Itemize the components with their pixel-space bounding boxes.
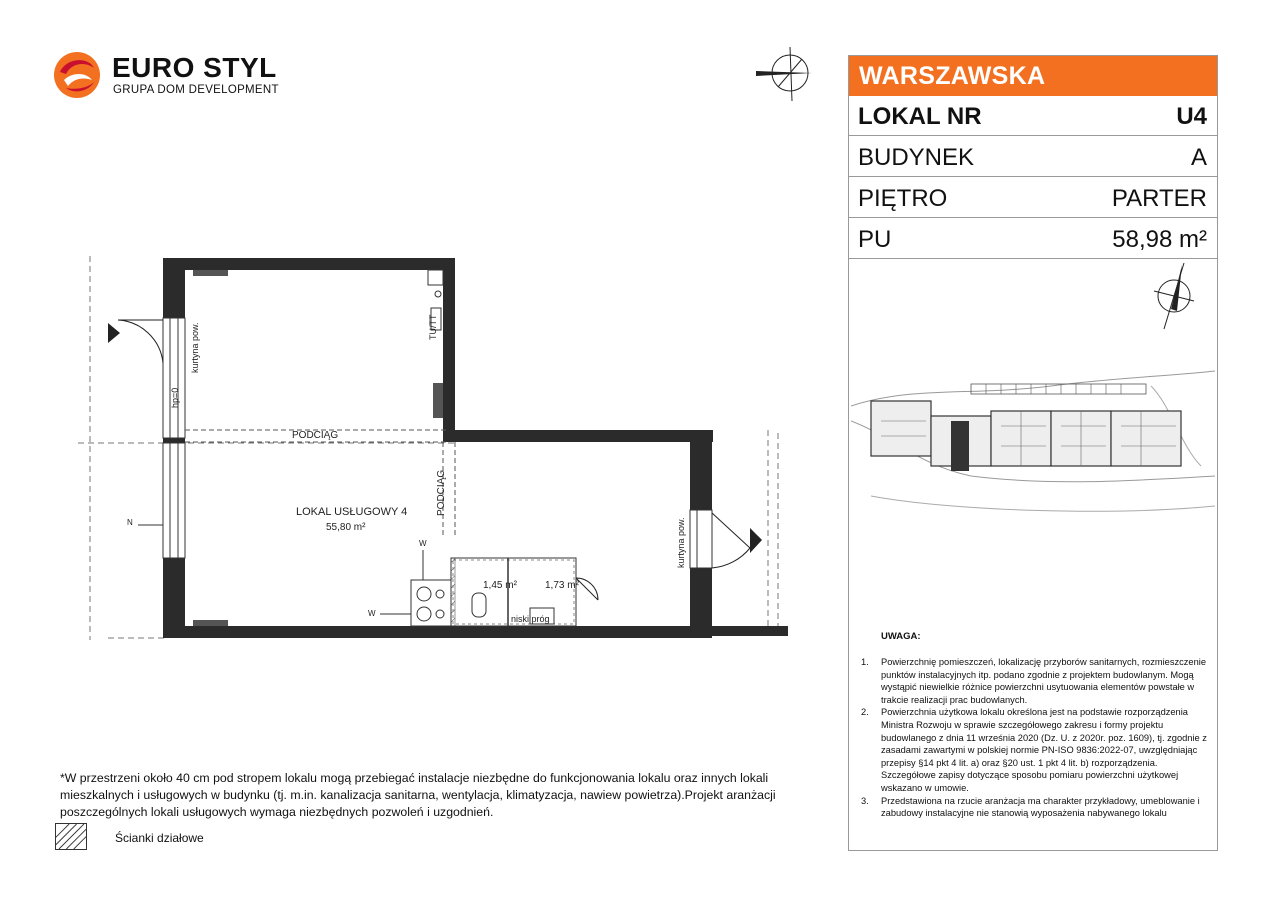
- note-number: 2.: [861, 707, 869, 718]
- note-number: 3.: [861, 795, 869, 806]
- floor-label: PIĘTRO: [858, 185, 948, 212]
- euro-styl-logo-icon: [52, 50, 102, 100]
- row-floor: [849, 178, 1217, 218]
- hatch-pattern-icon: [55, 823, 87, 850]
- hp-label: hp=0: [170, 387, 180, 408]
- row-area: [849, 219, 1217, 259]
- logo: [52, 50, 282, 102]
- north-label: N: [127, 518, 133, 527]
- notes-title: UWAGA:: [881, 631, 921, 642]
- floor-plan-drawing: [78, 248, 798, 648]
- podciag-label-vertical: PODCIĄG: [436, 469, 447, 516]
- installation-footnote: *W przestrzeni około 40 cm pod stropem lokalu mogą przebiegać instalacje niezbędne do funkcjonowania lokalu oraz innych lokali mieszkalnych i usługowych w budynku (tj. m.in. kanalizacja sanitarna, wentylacja, klimatyzacja, nawiew powietrza).Projekt aranżacji poszczególnych lokali usługowych wymaga niezbędnych pozwoleń i uzgodnień.: [60, 771, 776, 819]
- info-panel: [848, 55, 1218, 851]
- building-value: A: [1190, 144, 1207, 171]
- room-name: LOKAL USŁUGOWY 4: [296, 506, 408, 518]
- row-building: [849, 137, 1217, 177]
- compass-icon: [1149, 261, 1199, 331]
- compass-icon: [752, 45, 827, 103]
- water-label-top: W: [419, 539, 427, 548]
- notes-section: [861, 631, 1211, 820]
- note-item: [861, 656, 1211, 706]
- brand-subtitle: GRUPA DOM DEVELOPMENT: [113, 84, 279, 96]
- water-label-left: W: [368, 609, 376, 618]
- note-text: Powierzchnia użytkowa lokalu określona jest na podstawie rozporządzenia Ministra Rozwoju w sprawie szczegółowego zakresu i formy projektu budowlanego z dnia 11 września 2020 (Dz. U. z 2020r. poz. 1609), tj. zgodnie z zasadami zawartymi w polskiej normie PN-ISO 9836:2022-07, uwzględniając przepisy §14 pkt 4 lit. a) oraz §20 ust. 1 pkt 4 lit. b) rozporządzenia. Szczegółowe zapisy dotyczące sposobu pomiaru powierzchni użytkowej wskazano w umowie.: [881, 707, 1207, 793]
- unit-number-value: U4: [1176, 103, 1207, 130]
- investment-name: WARSZAWSKA: [859, 62, 1046, 90]
- curtain-label-right: kurtyna pow.: [676, 517, 686, 568]
- vestibule-area: 1,73 m²: [545, 580, 579, 591]
- site-plan-map: [851, 366, 1215, 526]
- area-label: PU: [858, 226, 892, 253]
- podciag-label-horizontal: PODCIĄG: [292, 430, 339, 441]
- legend-label: Ścianki działowe: [115, 831, 204, 845]
- note-number: 1.: [861, 657, 869, 667]
- panel-header: [849, 56, 1217, 96]
- low-threshold-label: niski próg: [511, 614, 550, 624]
- floor-plan: [78, 248, 798, 648]
- unit-number-label: LOKAL NR: [858, 103, 982, 130]
- note-text: Powierzchnię pomieszczeń, lokalizację przyborów sanitarnych, rozmieszczenie punktów instalacyjnych itp. podano zgodnie z projektem budowlanym. Mogą wystąpić niewielkie różnice powierzchni usytuowania elementów powstałe w trakcie realizacji prac budowlanych.: [881, 657, 1207, 705]
- note-item: [861, 795, 1211, 820]
- note-item: [861, 706, 1211, 794]
- tu-tt-label: TU/TT: [428, 314, 438, 340]
- floor-value: PARTER: [1111, 185, 1207, 212]
- note-text: Przedstawiona na rzucie aranżacja ma charakter przykładowy, umeblowanie i zabudowy instalacyjne nie stanowią wyposażenia nabywanego lokalu: [881, 795, 1200, 819]
- area-value: 58,98 m²: [1112, 226, 1207, 253]
- row-unit-number: [849, 96, 1217, 136]
- brand-name: EURO STYL: [112, 52, 277, 83]
- building-label: BUDYNEK: [858, 144, 975, 171]
- wc-area: 1,45 m²: [483, 580, 517, 591]
- room-area: 55,80 m²: [326, 522, 366, 533]
- legend: [55, 823, 255, 851]
- curtain-label-left: kurtyna pow.: [190, 322, 200, 373]
